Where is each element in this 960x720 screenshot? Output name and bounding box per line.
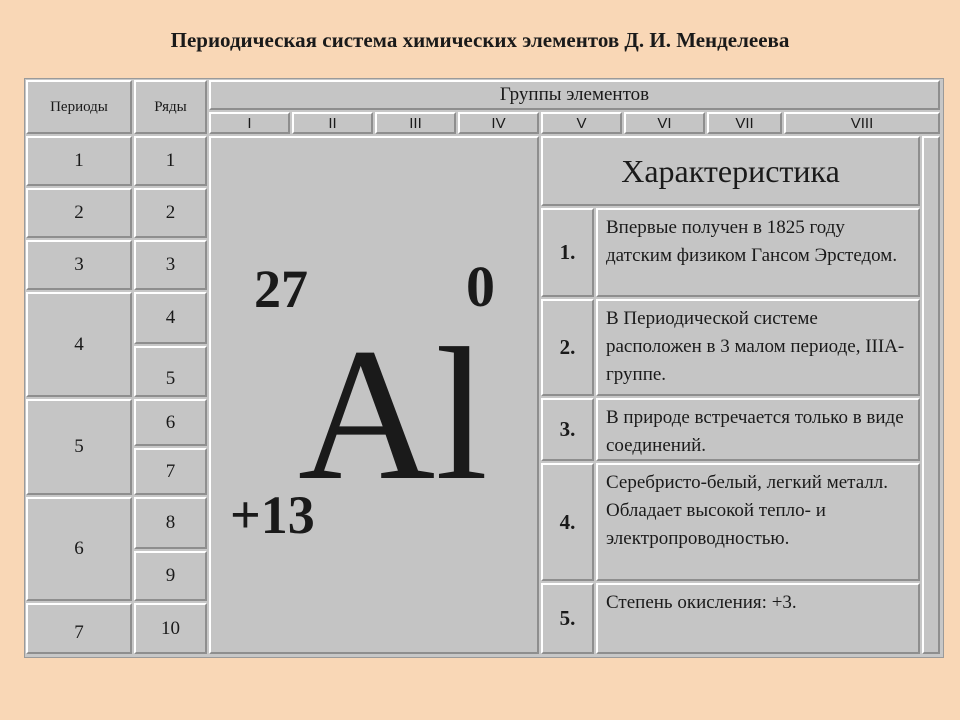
characteristic-text: Впервые получен в 1825 году датским физиком Гансом Эрстедом. [596, 208, 920, 297]
element-atomic-number: +13 [230, 485, 315, 545]
element-atomic-mass: 27 [254, 259, 308, 319]
page-title: Периодическая система химических элементов Д. И. Менделеева [170, 28, 790, 52]
characteristic-text: Степень окисления: +3. [596, 583, 920, 654]
row-cell: 2 [134, 188, 207, 238]
period-cell: 1 [26, 136, 132, 186]
period-cell: 7 [26, 603, 132, 654]
characteristic-text: В Периодической системе расположен в 3 малом периоде, IIIA-группе. [596, 299, 920, 396]
row-cell: 9 [134, 551, 207, 601]
group-header-2: II [292, 112, 373, 134]
row-cell: 8 [134, 497, 207, 549]
header-groups: Группы элементов [209, 80, 940, 110]
row-cell: 3 [134, 240, 207, 290]
period-cell: 4 [26, 292, 132, 397]
row-cell: 7 [134, 448, 207, 495]
group-header-5: V [541, 112, 622, 134]
characteristics-title: Характеристика [541, 136, 920, 206]
element-charge: 0 [466, 254, 495, 319]
group-header-6: VI [624, 112, 705, 134]
group-header-8: VIII [784, 112, 940, 134]
period-cell: 2 [26, 188, 132, 238]
row-cell: 6 [134, 399, 207, 446]
row-cell: 1 [134, 136, 207, 186]
period-cell: 3 [26, 240, 132, 290]
row-cell: 10 [134, 603, 207, 654]
right-edge-column [922, 136, 940, 654]
characteristic-text: Серебристо-белый, легкий металл. Обладает высокой тепло- и электропроводностью. [596, 463, 920, 581]
group-header-1: I [209, 112, 290, 134]
element-symbol: Al [298, 310, 488, 520]
row-cell: 5 [134, 346, 207, 397]
group-header-7: VII [707, 112, 782, 134]
characteristic-number: 4. [541, 463, 594, 581]
group-header-3: III [375, 112, 456, 134]
group-header-4: IV [458, 112, 539, 134]
characteristic-number: 3. [541, 398, 594, 461]
header-rows: Ряды [134, 80, 207, 134]
header-periods: Периоды [26, 80, 132, 134]
period-cell: 6 [26, 497, 132, 601]
characteristic-number: 1. [541, 208, 594, 297]
row-cell: 4 [134, 292, 207, 344]
characteristic-text: В природе встречается только в виде соединений. [596, 398, 920, 461]
characteristic-number: 5. [541, 583, 594, 654]
characteristic-number: 2. [541, 299, 594, 396]
period-cell: 5 [26, 399, 132, 495]
